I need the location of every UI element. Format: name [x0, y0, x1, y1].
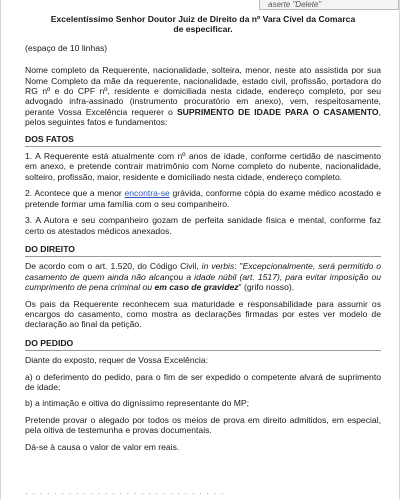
heading-fatos: DOS FATOS	[25, 134, 381, 147]
direito-p1-quote: Excepcionalmente, será permitido o casamento de quem ainda não alcançou a idade núbil (art. 1517), para evitar imposição ou cumprimento de pena criminal ou	[25, 261, 381, 293]
comment-prefix: aserte	[268, 0, 293, 9]
pedido-item-a: a) o deferimento do pedido, para o fim de ser expedido o competente alvará de suprimento de idade;	[25, 371, 381, 392]
intro-paragraph	[25, 65, 381, 127]
fatos-p2-before: 2. Acontece que a menor	[25, 188, 125, 199]
intro-text: Nome completo da Requerente, nacionalidade, solteira, menor, neste ato assistida por sua Nome Completo da mãe da requerente, nacionalidade, estado civil, profissão, portadora do RG nº e do CPF nº, residente e domiciliada nesta cidade, endereço completo, por seu advogado infra-assinado (instrumento procuratório em anexo), vem, respeitosamente, perante Vossa Excelência requerer o	[25, 65, 381, 117]
direito-p1-colon: : "	[234, 261, 243, 272]
direito-paragraph-2: Os pais da Requerente reconhecem sua maturidade e responsabilidade para assumir os encargos do casamento, como mostra as declarações firmadas por estes ver modelo de declaração ao final da petição.	[25, 298, 381, 330]
intro-text-end: , pelos seguintes fatos e fundamentos:	[25, 106, 381, 128]
direito-p1-end: " (grifo nosso).	[238, 282, 295, 293]
addressee: Excelentíssimo Senhor Doutor Juiz de Direito da nº Vara Cível da Comarca de especificar.	[50, 14, 356, 35]
spellcheck-link[interactable]: encontra-se	[124, 188, 170, 199]
heading-pedido: DO PEDIDO	[25, 338, 381, 351]
fatos-paragraph-2	[25, 188, 381, 209]
spacing-note: (espaço de 10 linhas)	[25, 42, 108, 53]
comment-quoted: "Delete"	[292, 0, 322, 9]
fatos-paragraph-3: 3. A Autora e seu companheiro gozam de perfeita sanidade física e mental, conforme faz certo os atestados médicos anexados.	[25, 215, 381, 236]
direito-p1-italic: in verbis	[201, 261, 235, 272]
pedido-valor: Dá-se à causa o valor de valor em reais.	[25, 441, 180, 452]
pedido-provas: Pretende provar o alegado por todos os meios de prova em direito admitidos, em especial, pela oitiva de testemunha e provas documentais.	[25, 414, 381, 436]
fatos-p2-after: grávida, conforme cópia do exame médico acostado e pretende formar uma família com o seu companheiro.	[25, 188, 381, 209]
direito-paragraph-1	[25, 261, 381, 292]
pedido-item-b: b) a intimação e oitiva do digníssimo representante do MP;	[25, 398, 250, 409]
direito-p1-start: De acordo com o art. 1.520, do Código Civil,	[25, 261, 202, 272]
intro-bold: SUPRIMENTO DE IDADE PARA O CASAMENTO	[176, 106, 379, 117]
cropped-text-line: · · · · · · · · · · · · · · · · · · · · · · · · · · · ·	[25, 488, 225, 498]
comment-bubble[interactable]	[259, 0, 399, 10]
heading-direito: DO DIREITO	[25, 244, 381, 257]
document-body	[25, 14, 381, 458]
fatos-paragraph-1: 1. A Requerente está atualmente com nº anos de idade, conforme certidão de nascimento em anexo, e pretende contrair matrimônio com Nome completo do nubente, nacionalidade, solteiro, profissão, maior, residente e domiciliado nesta cidade, endereço completo.	[25, 151, 381, 182]
direito-p1-quote-bold: em caso de gravidez	[154, 282, 239, 293]
pedido-intro: Diante do exposto, requer de Vossa Excelência:	[25, 355, 208, 366]
